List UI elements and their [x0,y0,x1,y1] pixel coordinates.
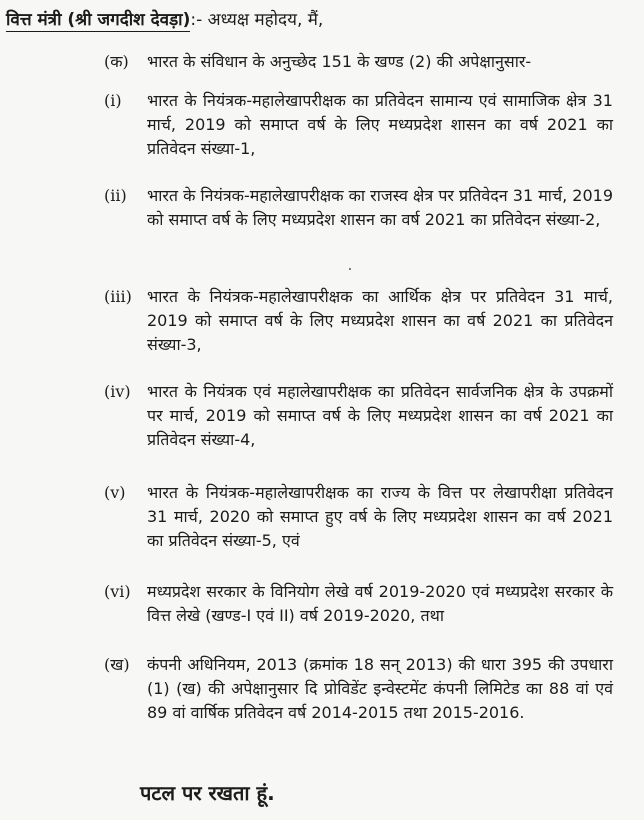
speaker-line [6,9,323,31]
item-marker: (iv) [104,382,131,401]
item-marker: (ख) [104,655,130,674]
item-text: भारत के नियंत्रक-महालेखापरीक्षक का राज्य के वित्त पर लेखापरीक्षा प्रतिवेदन 31 मार्च, 2020 को समाप्त हुए वर्ष के लिए मध्यप्रदेश शासन का वर्ष 2021 का प्रतिवेदन संख्या-5, एवं [147,483,613,550]
speaker-name: वित्त मंत्री (श्री जगदीश देवड़ा) [6,10,191,30]
scan-speck [349,268,351,270]
closing-statement: पटल पर रखता हूं. [140,781,275,805]
item-marker: (क) [104,52,129,71]
speaker-address: :- अध्यक्ष महोदय, मैं, [190,10,324,30]
item-marker: (v) [104,483,126,502]
item-marker: (ii) [104,186,127,205]
item-text: भारत के नियंत्रक-महालेखापरीक्षक का आर्थिक क्षेत्र पर प्रतिवेदन 31 मार्च, 2019 को समाप्त वर्ष के लिए मध्यप्रदेश शासन का वर्ष 2021 का प्रतिवेदन संख्या-3, [147,287,613,354]
item-text: कंपनी अधिनियम, 2013 (क्रमांक 18 सन् 2013) की धारा 395 की उपधारा (1) (ख) की अपेक्षानुसार दि प्रोविडेंट इन्वेस्टमेंट कंपनी लिमिटेड का 88 वां एवं 89 वां वार्षिक प्रतिवेदन वर्ष 2014-2015 तथा 2015-2016. [147,655,613,722]
item-marker: (vi) [104,582,131,601]
item-text: मध्यप्रदेश सरकार के विनियोग लेखे वर्ष 2019-2020 एवं मध्यप्रदेश सरकार के वित्त लेखे (खण्ड-I एवं II) वर्ष 2019-2020, तथा [147,582,613,625]
item-text: भारत के नियंत्रक-महालेखापरीक्षक का राजस्व क्षेत्र पर प्रतिवेदन 31 मार्च, 2019 को समाप्त वर्ष के लिए मध्यप्रदेश शासन का वर्ष 2021 का प्रतिवेदन संख्या-2, [147,186,613,229]
item-marker: (iii) [104,287,132,306]
item-text: भारत के संविधान के अनुच्छेद 151 के खण्ड (2) की अपेक्षानुसार- [147,52,532,71]
item-text: भारत के नियंत्रक-महालेखापरीक्षक का प्रतिवेदन सामान्य एवं सामाजिक क्षेत्र 31 मार्च, 2019 को समाप्त वर्ष के लिए मध्यप्रदेश शासन का वर्ष 2021 का प्रतिवेदन संख्या-1, [147,91,613,158]
item-marker: (i) [104,91,122,110]
item-text: भारत के नियंत्रक एवं महालेखापरीक्षक का प्रतिवेदन सार्वजनिक क्षेत्र के उपक्रमों पर मार्च, 2019 को समाप्त वर्ष के लिए मध्यप्रदेश शासन का वर्ष 2021 का प्रतिवेदन संख्या-4, [147,382,613,449]
